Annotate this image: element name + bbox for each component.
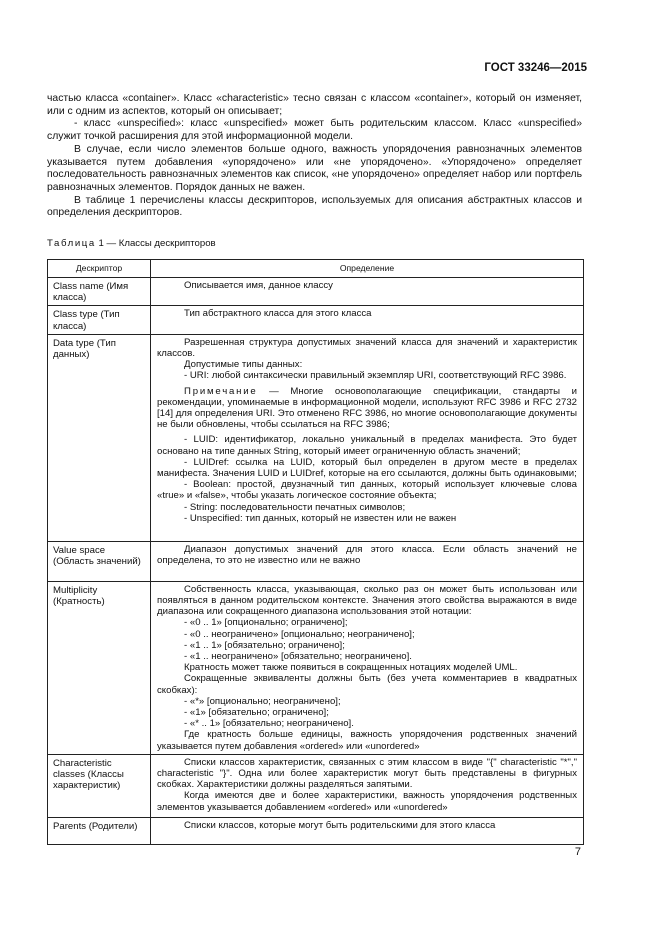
header-descriptor: Дескриптор <box>48 260 151 278</box>
descriptor-table <box>47 259 584 845</box>
row-name-class-name: Class name (Имя класса) <box>48 278 151 306</box>
note-label: Примечание <box>184 385 258 397</box>
row-name-class-type: Class type (Тип класса) <box>48 306 151 334</box>
table-row <box>48 278 584 306</box>
page-number: 7 <box>574 846 581 858</box>
row-name-parents: Parents (Родители) <box>48 817 151 844</box>
table-row <box>48 817 584 844</box>
row-def-class-type: Тип абстрактного класса для этого класса <box>151 306 584 334</box>
row-def-class-name: Описывается имя, данное классу <box>151 278 584 306</box>
table-header-row <box>48 260 584 278</box>
caption-prefix: Таблица <box>47 238 96 249</box>
note <box>157 386 577 431</box>
intro-paragraph-4: В таблице 1 перечислены классы дескрипторов, используемых для описания абстрактных классов и определения дескрипторов. <box>47 194 582 219</box>
table-row <box>48 754 584 817</box>
table-row <box>48 306 584 334</box>
intro-text <box>47 93 582 220</box>
row-def-value-space: Диапазон допустимых значений для этого класса. Если область значений не определена, то это не известно или не важно <box>151 541 584 581</box>
row-name-characteristic: Characteristic classes (Классы характеристик) <box>48 754 151 817</box>
table-row <box>48 541 584 581</box>
header-definition: Определение <box>151 260 584 278</box>
row-name-data-type: Data type (Тип данных) <box>48 334 151 541</box>
note-text: — Многие основополагающие спецификации, стандарты и рекомендации, упоминаемые в информационной модели, используют RFC 3986 и RFC 2732 [14] для определения URI. Это отменено RFC 3986, но многие основополагающие документы не были обновлены, чтобы ссылаться на RFC 3986; <box>157 385 577 431</box>
document-code: ГОСТ 33246—2015 <box>484 62 587 74</box>
row-def-characteristic: Списки классов характеристик, связанных с этим классом в виде "{" characteristic "*"," characteristic "}". Одна или более характеристик могут быть представлены в фигурных скобках. Характеристики должны разделяться запятыми. Когда имеются две и более характеристики, важность упорядочения родственных элементов указывается добавлением «ordered» или «unordered» <box>151 754 584 817</box>
row-def-multiplicity: Собственность класса, указывающая, сколько раз он может быть использован или появляться в данном родительском контексте. Значения этого свойства выражаются в виде диапазона или сокращенного диапазона использования этой нотации: - «0 .. 1» [опционально; ограничено]; - «0 .. неограничено» [опционально; неограничено]; - «1 .. 1» [обязательно; ограничено]; - «1 .. неограничено» [обязательно; неограничено]. Кратность может также появиться в сокращенных нотациях моделей UML. Сокращенные эквиваленты должны быть (без учета комментариев в квадратных скобках): - «*» [опционально; неограничено]; - «1» [обязательно; ограничено]; - «* .. 1» [обязательно; неограничено]. Где кратность больше единицы, важность упорядочения родственных значений указывается путем добавления «ordered» или «unordered» <box>151 581 584 754</box>
table-row <box>48 334 584 541</box>
table-caption <box>47 238 216 249</box>
intro-paragraph-2: - класс «unspecified»: класс «unspecified» может быть родительским классом. Класс «unspecified» служит точкой расширения для этой информационной модели. <box>47 118 582 143</box>
table-row <box>48 581 584 754</box>
row-name-multiplicity: Multiplicity (Кратность) <box>48 581 151 754</box>
intro-paragraph-3: В случае, если число элементов больше одного, важность упорядочения равнозначных элементов указывается путем добавления «упорядочено» или «не упорядочено». «Упорядочено» определяет последовательность равнозначных элементов как список, «не упорядочено» определяет набор или портфель равнозначных элементов. Порядок данных не важен. <box>47 143 582 193</box>
caption-title: 1 — Классы дескрипторов <box>95 238 216 249</box>
row-def-parents: Списки классов, которые могут быть родительскими для этого класса <box>151 817 584 844</box>
row-def-data-type: Разрешенная структура допустимых значений класса для значений и характеристик классов. Допустимые типы данных: - URI: любой синтаксически правильный экземпляр URI, соответствующий RFC 3986. Примечание — Многие основополагающие спецификации, стандарты и рекомендации, упоминаемые в информационной модели, используют RFC 3986 и RFC 2732 [14] для определения URI. Это отменено RFC 3986, но многие основополагающие документы не были обновлены, чтобы ссылаться на RFC 3986; - LUID: идентификатор, локально уникальный в пределах манифеста. Это будет основано на типе данных String, который имеет ограниченную область значений; - LUIDref: ссылка на LUID, который был определен в другом месте в пределах манифеста. Значения LUID и LUIDref, которые на его ссылаются, должны быть одинаковыми; - Boolean: простой, двузначный тип данных, который использует ключевые слова «true» и «false», чтобы указать логическое состояние объекта; - String: последовательности печатных символов; - Unspecified: тип данных, который не известен или не важен <box>151 334 584 541</box>
intro-paragraph-1: частью класса «container». Класс «characteristic» тесно связан с классом «container», который он изменяет, или с одним из аспектов, который он описывает; <box>47 93 582 117</box>
row-name-value-space: Value space (Область значений) <box>48 541 151 581</box>
